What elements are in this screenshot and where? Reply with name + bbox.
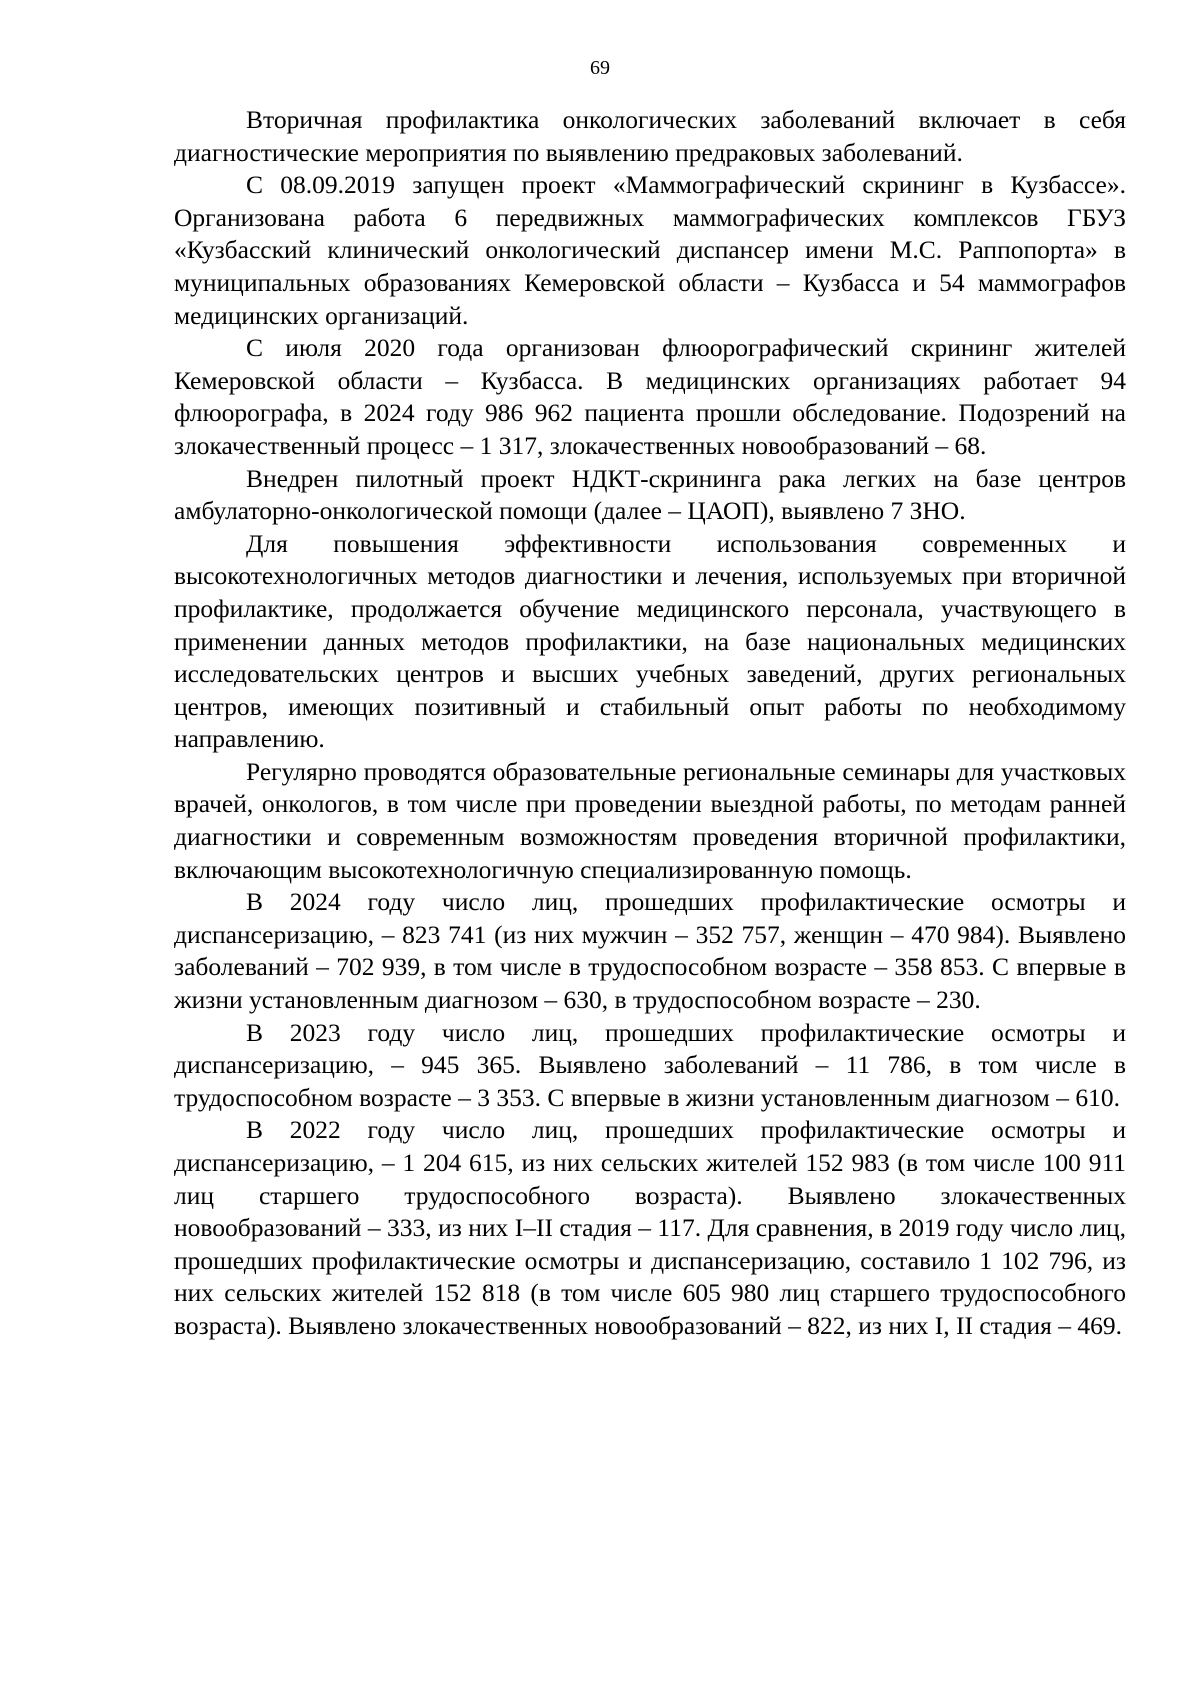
paragraph-regional-seminars: Регулярно проводятся образовательные региональные семинары для участковых врачей, онкологов, в том числе при проведении выездной работы, по методам ранней диагностики и современным возможностям проведения вторичной профилактики, включающим высокотехнологичную специализированную помощь. (174, 756, 1126, 884)
paragraph-2023-checkups: В 2023 году число лиц, прошедших профилактические осмотры и диспансеризацию, – 945 365. Выявлено заболеваний – 11 786, в том числе в трудоспособном возрасте – 3 353. С впервые в жизни установленным диагнозом – 610. (174, 1017, 1126, 1112)
paragraph-fluorography-screening: С июля 2020 года организован флюорографический скрининг жителей Кемеровской области – Кузбасса. В медицинских организациях работает 94 флюорографа, в 2024 году 986 962 пациента прошли обследование. Подозрений на злокачественный процесс – 1 317, злокачественных новообразований – 68. (174, 333, 1126, 460)
paragraph-2024-checkups: В 2024 году число лиц, прошедших профилактические осмотры и диспансеризацию, – 823 741 (из них мужчин – 352 757, женщин – 470 984). Выявлено заболеваний – 702 939, в том числе в трудоспособном возрасте – 358 853. С впервые в жизни установленным диагнозом – 630, в трудоспособном возрасте – 230. (174, 887, 1126, 1015)
paragraph-2022-checkups: В 2022 году число лиц, прошедших профилактические осмотры и диспансеризацию, – 1 204 615, из них сельских жителей 152 983 (в том числе 100 911 лиц старшего трудоспособного возраста). Выявлено злокачественных новообразований – 333, из них I–II стадия – 117. Для сравнения, в 2019 году число лиц, прошедших профилактические осмотры и диспансеризацию, составило 1 102 796, из них сельских жителей 152 818 (в том числе 605 980 лиц старшего трудоспособного возраста). Выявлено злокачественных новообразований – 822, из них I, II стадия – 469. (174, 1115, 1126, 1340)
page-number: 69 (590, 57, 610, 79)
paragraph-secondary-prevention: Вторичная профилактика онкологических заболеваний включает в себя диагностические мероприятия по выявлению предраковых заболеваний. (174, 105, 1126, 167)
paragraph-ldct-screening: Внедрен пилотный проект НДКТ-скрининга рака легких на базе центров амбулаторно-онкологической помощи (далее – ЦАОП), выявлено 7 ЗНО. (174, 463, 1126, 526)
paragraph-mammography-screening: С 08.09.2019 запущен проект «Маммографический скрининг в Кузбассе». Организована работа 6 передвижных маммографических комплексов ГБУЗ «Кузбасский клинический онкологический диспансер имени М.С. Раппопорта» в муниципальных образованиях Кемеровской области – Кузбасса и 54 маммографов медицинских организаций. (174, 170, 1126, 330)
document-body (174, 104, 1126, 1343)
paragraph-staff-training: Для повышения эффективности использования современных и высокотехнологичных методов диагностики и лечения, используемых при вторичной профилактике, продолжается обучение медицинского персонала, участвующего в применении данных методов профилактики, на базе национальных медицинских исследовательских центров и высших учебных заведений, других региональных центров, имеющих позитивный и стабильный опыт работы по необходимому направлению. (174, 528, 1126, 754)
